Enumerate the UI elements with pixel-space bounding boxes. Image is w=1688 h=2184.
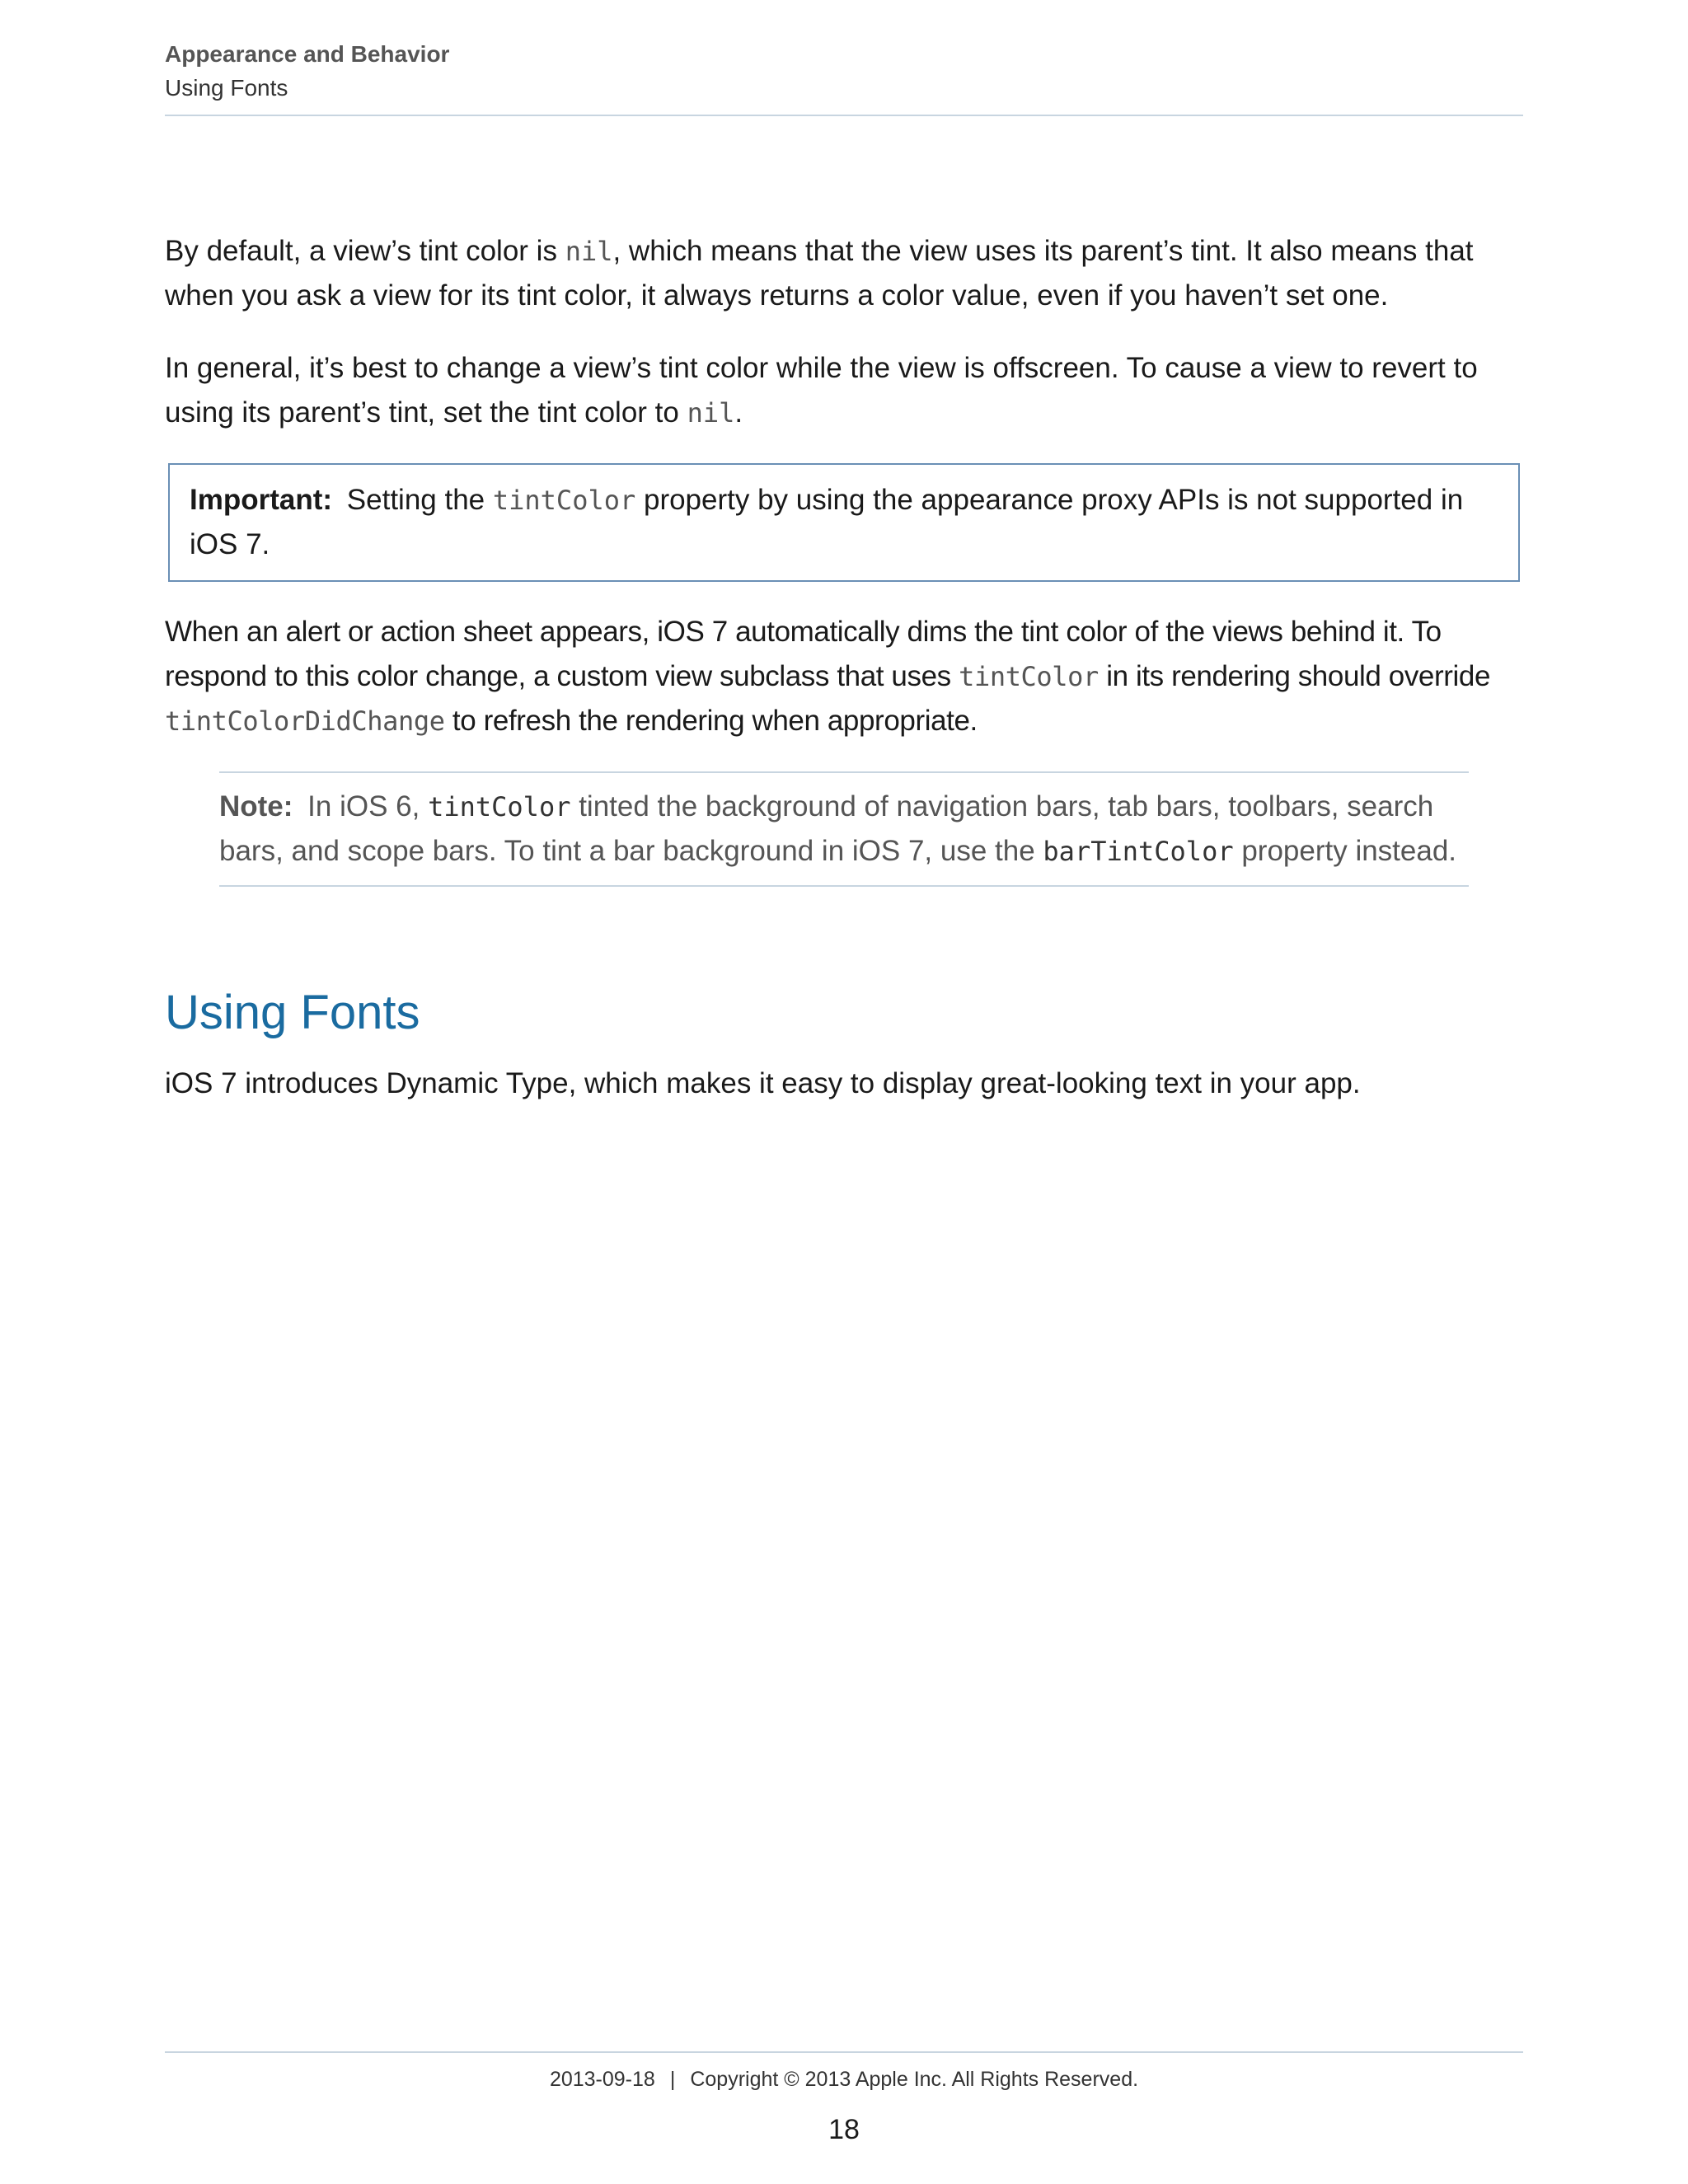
section-subtitle: Using Fonts: [165, 75, 288, 101]
note-label: Note:: [219, 790, 293, 823]
text-run: to refresh the rendering when appropriate.: [444, 705, 978, 737]
note-text: [219, 785, 1469, 874]
page-content: [165, 229, 1523, 1134]
code-tintcolor: tintColor: [428, 791, 571, 823]
note-callout: [219, 771, 1469, 887]
page-footer: [165, 2064, 1523, 2094]
code-nil: nil: [565, 236, 613, 267]
footer-date: 2013-09-18: [549, 2068, 655, 2091]
text-run: in its rendering should override: [1098, 660, 1491, 692]
code-tintcolor: tintColor: [959, 661, 1099, 692]
code-tintcolor: tintColor: [492, 485, 636, 516]
text-run: .: [734, 396, 743, 429]
code-tintcolordidchange: tintColorDidChange: [165, 705, 445, 737]
text-run: When an alert or action sheet appears, iOS 7 automatically dims the tint color of the views behind it. To respond to this color change, a custom view subclass that uses: [165, 616, 1442, 692]
paragraph-alert-dimming: [165, 610, 1523, 743]
text-run: property by using the appearance proxy APIs is not supported in iOS 7.: [190, 484, 1464, 560]
section-heading: Using Fonts: [165, 986, 420, 1039]
text-run: , which means that the view uses its parent’s tint. It also means that when you ask a view for its tint color, it always returns a color value, even if you haven’t set one.: [165, 235, 1474, 312]
paragraph-dynamic-type: iOS 7 introduces Dynamic Type, which makes it easy to display great-looking text in your app.: [165, 1067, 1361, 1099]
code-nil: nil: [687, 397, 735, 429]
important-label: Important:: [190, 484, 333, 516]
chapter-title: Appearance and Behavior: [165, 41, 450, 67]
paragraph-tint-offscreen: [165, 346, 1523, 435]
paragraph-tint-default: [165, 229, 1523, 318]
important-text: [190, 478, 1502, 567]
important-callout: [168, 463, 1520, 582]
code-bartintcolor: barTintColor: [1043, 836, 1234, 867]
footer-divider: [165, 2051, 1523, 2053]
running-header: [165, 38, 1523, 105]
text-run: property instead.: [1233, 835, 1457, 867]
header-divider: [165, 115, 1523, 116]
page-number: 18: [828, 2114, 860, 2145]
text-run: Setting the: [346, 484, 493, 516]
text-run: In iOS 6,: [307, 790, 429, 823]
text-run: tinted the background of navigation bars, tab bars, toolbars, search bars, and scope bars. To tint a bar background in iOS 7, use the: [219, 790, 1434, 867]
text-run: By default, a view’s tint color is: [165, 235, 565, 267]
text-run: In general, it’s best to change a view’s tint color while the view is offscreen. To cause a view to revert to using its parent’s tint, set the tint color to: [165, 352, 1478, 429]
footer-separator: |: [669, 2068, 676, 2091]
footer-copyright: Copyright © 2013 Apple Inc. All Rights Reserved.: [690, 2068, 1139, 2091]
